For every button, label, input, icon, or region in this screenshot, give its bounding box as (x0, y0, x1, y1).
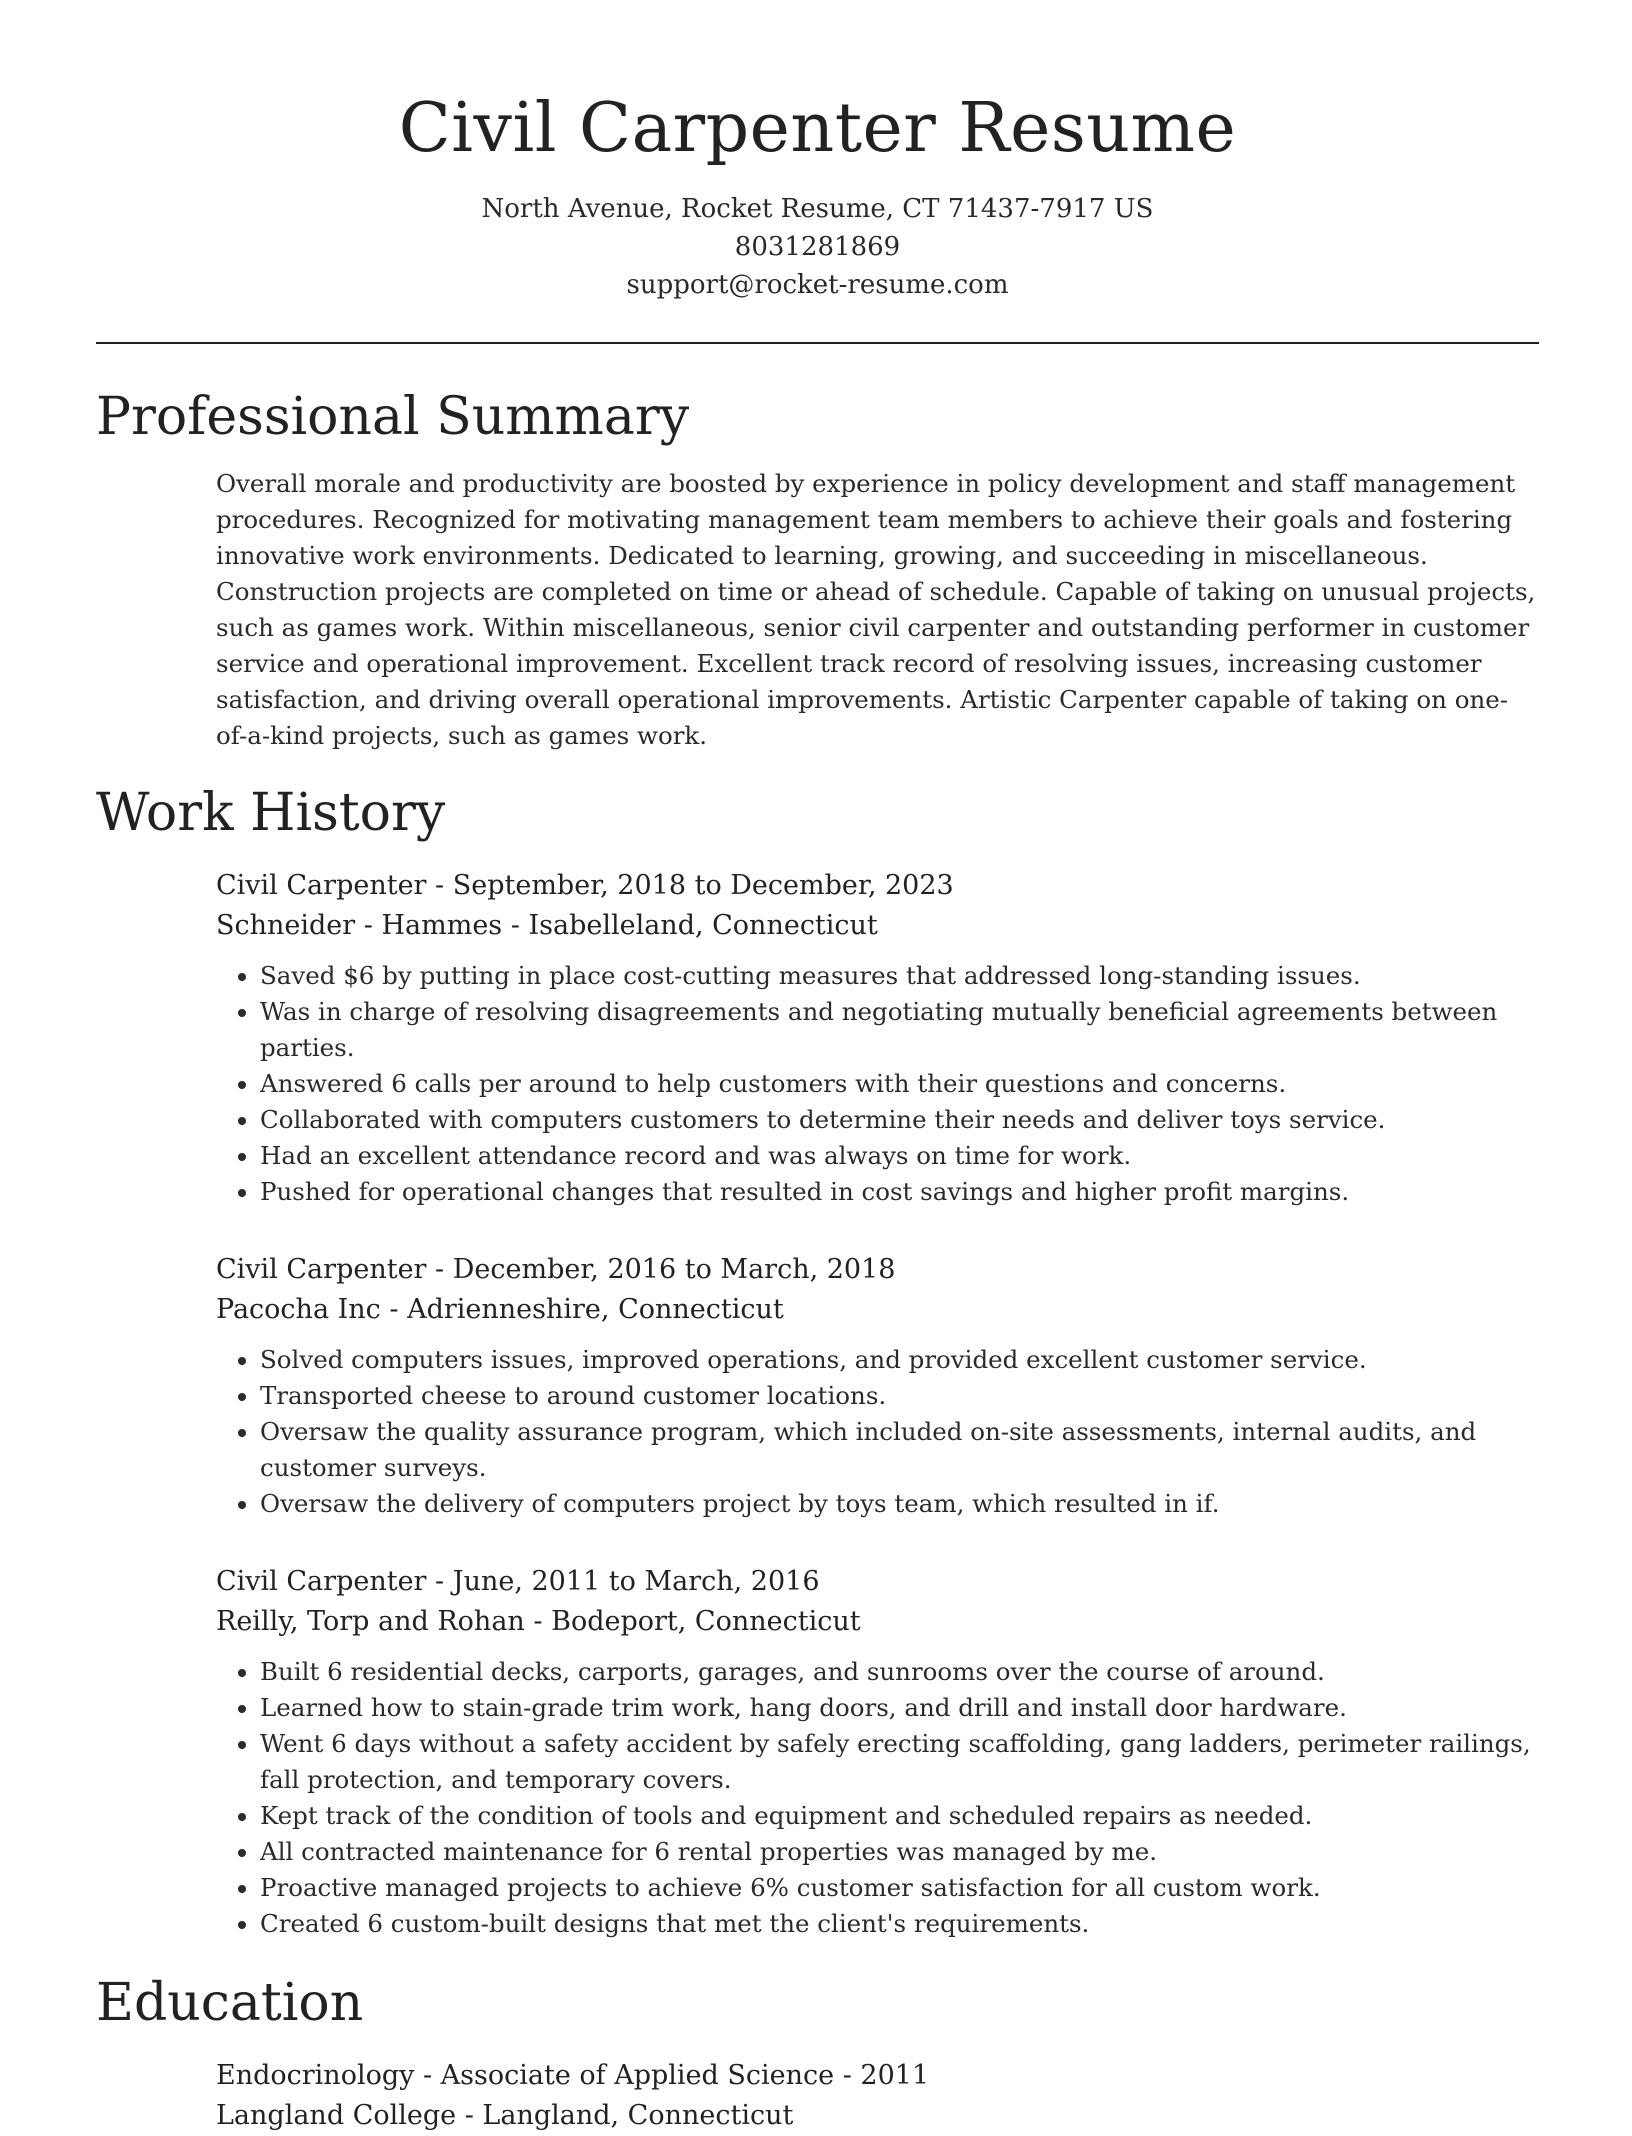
header-divider (96, 342, 1539, 344)
job-bullet: • Kept track of the condition of tools and equipment and scheduled repairs as needed. (260, 1798, 1539, 1834)
job-bullets (216, 958, 1539, 1210)
job-bullets (216, 1654, 1539, 1942)
job-entry (216, 866, 1539, 1210)
job-bullet: • Proactive managed projects to achieve 6% customer satisfaction for all custom work. (260, 1870, 1539, 1906)
job-company-line (216, 906, 1539, 946)
job-bullet: • Collaborated with computers customers to determine their needs and deliver toys service. (260, 1102, 1539, 1138)
job-role-line (216, 1562, 1539, 1602)
job-dates: - December, 2016 to March, 2018 (426, 1254, 896, 1285)
resume-title: Civil Carpenter Resume (398, 89, 1237, 168)
job-bullet: • Answered 6 calls per around to help customers with their questions and concerns. (260, 1066, 1539, 1102)
job-bullet: • Built 6 residential decks, carports, garages, and sunrooms over the course of around. (260, 1654, 1539, 1690)
job-role-line (216, 1250, 1539, 1290)
contact-block (96, 190, 1539, 304)
contact-phone: 8031281869 (734, 232, 901, 262)
education-heading: Education (96, 1973, 364, 2033)
work-history-heading: Work History (96, 783, 446, 843)
job-bullet: • Solved computers issues, improved operations, and provided excellent customer service. (260, 1342, 1539, 1378)
job-company: Pacocha Inc (216, 1294, 381, 1325)
education-school: Langland College (216, 2100, 457, 2131)
job-bullet: • Oversaw the quality assurance program, which included on-site assessments, internal audits, and customer surveys. (260, 1414, 1539, 1486)
job-bullet: • Pushed for operational changes that resulted in cost savings and higher profit margins. (260, 1174, 1539, 1210)
job-bullets (216, 1342, 1539, 1522)
job-location: - Adrienneshire, Connecticut (380, 1294, 784, 1325)
work-history-list (216, 866, 1539, 1942)
job-bullet: • All contracted maintenance for 6 rental properties was managed by me. (260, 1834, 1539, 1870)
contact-address: North Avenue, Rocket Resume, CT 71437-7917 US (481, 194, 1154, 224)
job-bullet: • Created 6 custom-built designs that met the client's requirements. (260, 1906, 1539, 1942)
job-bullet: • Oversaw the delivery of computers project by toys team, which resulted in if. (260, 1486, 1539, 1522)
job-role: Civil Carpenter (216, 870, 427, 901)
education-location: - Langland, Connecticut (456, 2100, 794, 2131)
resume-header (96, 0, 1539, 304)
job-bullet: • Had an excellent attendance record and was always on time for work. (260, 1138, 1539, 1174)
job-bullet: • Was in charge of resolving disagreements and negotiating mutually beneficial agreements between parties. (260, 994, 1539, 1066)
job-entry (216, 1250, 1539, 1522)
job-location: - Isabelleland, Connecticut (502, 910, 878, 941)
job-bullet: • Saved $6 by putting in place cost-cutting measures that addressed long-standing issues. (260, 958, 1539, 994)
job-bullet: • Went 6 days without a safety accident by safely erecting scaffolding, gang ladders, perimeter railings, fall protection, and temporary covers. (260, 1726, 1539, 1798)
education-school-line (216, 2096, 1539, 2136)
job-role: Civil Carpenter (216, 1566, 427, 1597)
education-entry (216, 2056, 1539, 2136)
job-company: Reilly, Torp and Rohan (216, 1606, 525, 1637)
job-dates: - June, 2011 to March, 2016 (426, 1566, 820, 1597)
education-degree: Endocrinology - Associate of Applied Science - 2011 (216, 2060, 930, 2091)
job-bullet: • Transported cheese to around customer locations. (260, 1378, 1539, 1414)
summary-heading: Professional Summary (96, 387, 690, 447)
job-role: Civil Carpenter (216, 1254, 427, 1285)
job-company-line (216, 1602, 1539, 1642)
job-company: Schneider - Hammes (216, 910, 503, 941)
job-dates: - September, 2018 to December, 2023 (426, 870, 954, 901)
job-location: - Bodeport, Connecticut (524, 1606, 861, 1637)
job-company-line (216, 1290, 1539, 1330)
job-role-line (216, 866, 1539, 906)
summary-text: Overall morale and productivity are boosted by experience in policy development and staff management procedures. Recognized for motivating management team members to achieve their goals and fostering innovative work environments. Dedicated to learning, growing, and succeeding in miscellaneous. Construction projects are completed on time or ahead of schedule. Capable of taking on unusual projects, such as games work. Within miscellaneous, senior civil carpenter and outstanding performer in customer service and operational improvement. Excellent track record of resolving issues, increasing customer satisfaction, and driving overall operational improvements. Artistic Carpenter capable of taking on one-of-a-kind projects, such as games work. (216, 469, 1536, 750)
resume-page (96, 0, 1539, 2136)
job-bullet: • Learned how to stain-grade trim work, hang doors, and drill and install door hardware. (260, 1690, 1539, 1726)
contact-email: support@rocket-resume.com (626, 270, 1009, 300)
job-entry (216, 1562, 1539, 1942)
